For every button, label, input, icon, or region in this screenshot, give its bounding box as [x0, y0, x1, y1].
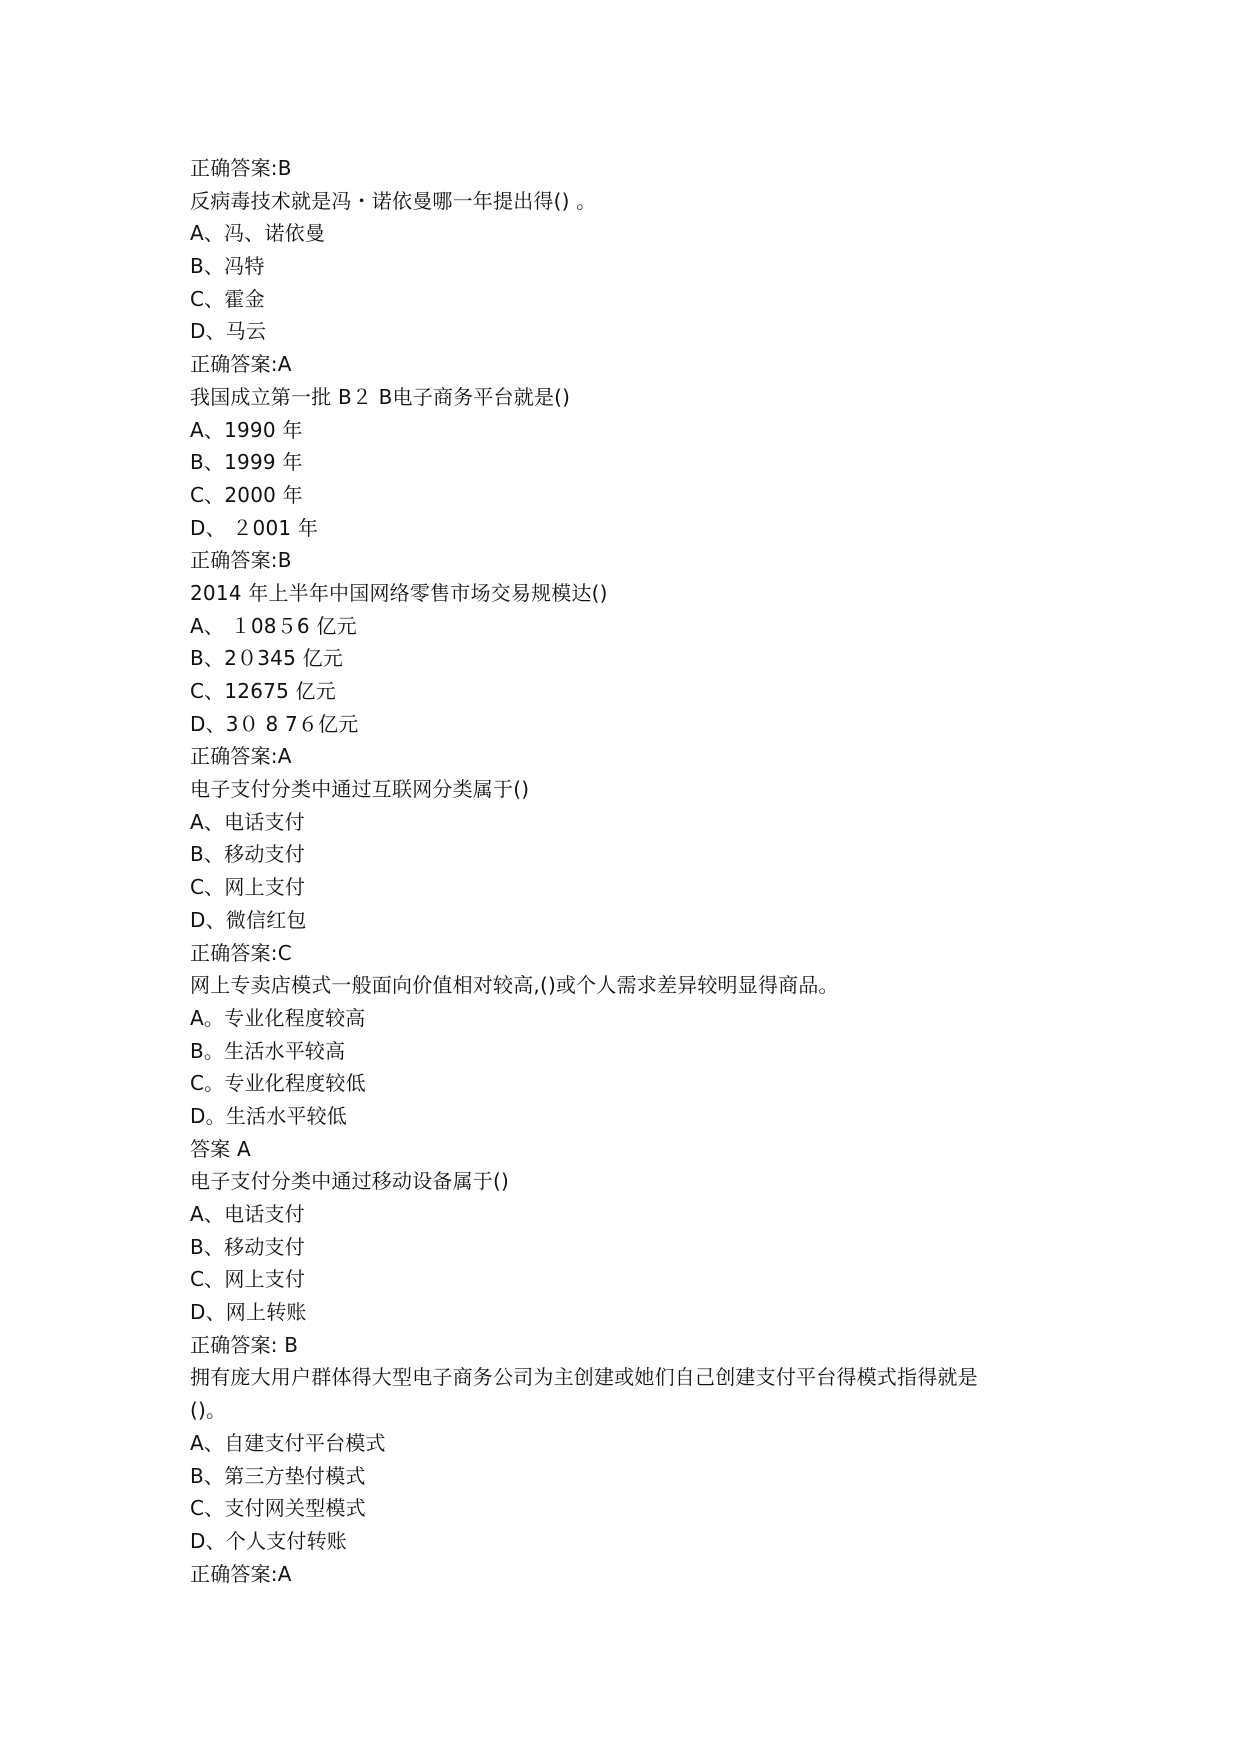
answer-line: 答案 A — [190, 1136, 251, 1161]
option-line: B。生活水平较高 — [190, 1038, 346, 1063]
option-line: A。专业化程度较高 — [190, 1005, 366, 1030]
option-line: D、 ２001 年 — [190, 515, 319, 540]
question-line-continued: ()。 — [190, 1398, 227, 1423]
option-line: A、冯、诺依曼 — [190, 221, 326, 246]
option-line: D、个人支付转账 — [190, 1528, 348, 1553]
question-line: 电子支付分类中通过互联网分类属于() — [190, 777, 530, 802]
option-line: B、第三方垫付模式 — [190, 1463, 366, 1488]
answer-line: 正确答案:B — [190, 548, 292, 573]
answer-line: 正确答案:B — [190, 156, 292, 180]
answer-line: 正确答案:A — [190, 744, 292, 769]
option-line: C、霍金 — [190, 286, 265, 311]
option-line: A、 １08５6 亿元 — [190, 613, 357, 638]
option-line: C、支付网关型模式 — [190, 1496, 366, 1521]
question-line: 2014 年上半年中国网络零售市场交易规模达() — [190, 580, 608, 605]
option-line: B、1999 年 — [190, 450, 303, 475]
option-line: A、电话支付 — [190, 1202, 305, 1226]
question-line: 电子支付分类中通过移动设备属于() — [190, 1169, 510, 1194]
option-line: D、网上转账 — [190, 1300, 307, 1325]
answer-line: 正确答案:A — [190, 1561, 292, 1586]
option-line: B、移动支付 — [190, 1234, 305, 1259]
option-line: D。生活水平较低 — [190, 1103, 348, 1128]
answer-line: 正确答案:C — [190, 940, 292, 965]
option-line: C。专业化程度较低 — [190, 1071, 366, 1096]
question-line: 网上专卖店模式一般面向价值相对较高,()或个人需求差异较明显得商品。 — [190, 973, 839, 998]
option-line: D、微信红包 — [190, 907, 307, 932]
option-line: D、3０ 8 7６亿元 — [190, 711, 359, 736]
answer-line: 正确答案:A — [190, 352, 292, 377]
option-line: C、网上支付 — [190, 875, 306, 900]
question-list — [190, 152, 1070, 1590]
option-line: C、网上支付 — [190, 1267, 306, 1292]
answer-line: 正确答案: B — [190, 1332, 299, 1357]
option-line: A、自建支付平台模式 — [190, 1430, 386, 1455]
option-line: A、1990 年 — [190, 417, 303, 442]
question-line: 反病毒技术就是冯・诺依曼哪一年提出得() 。 — [190, 188, 597, 213]
option-line: B、2０345 亿元 — [190, 646, 343, 671]
option-line: C、2000 年 — [190, 482, 303, 507]
option-line: D、马云 — [190, 319, 267, 344]
option-line: A、电话支付 — [190, 809, 305, 834]
question-line: 拥有庞大用户群体得大型电子商务公司为主创建或她们自己创建支付平台得模式指得就是 — [190, 1365, 978, 1390]
question-line: 我国成立第一批 B２ B电子商务平台就是() — [190, 384, 571, 409]
option-line: C、12675 亿元 — [190, 679, 336, 703]
option-line: B、移动支付 — [190, 842, 305, 867]
option-line: B、冯特 — [190, 254, 265, 279]
